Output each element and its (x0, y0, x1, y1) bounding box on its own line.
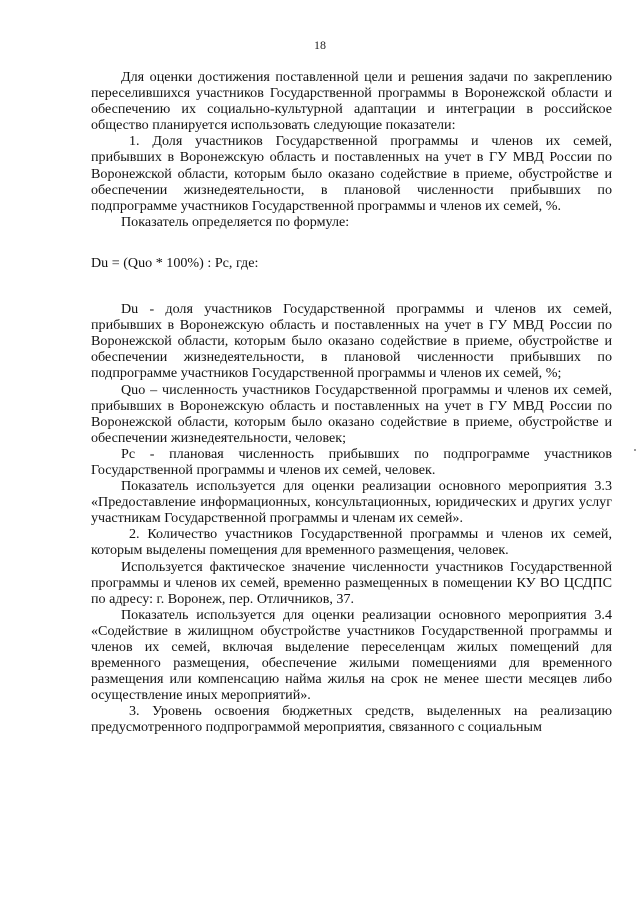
paragraph-indicator-1: 1. Доля участников Государственной программы и членов их семей, прибывших в Воронежскую область и поставленных на учет в ГУ МВД России по Воронежской области, которым было оказано содействие в приеме, обустройстве и обеспечении жизнедеятельности, в плановой численности прибывших по подпрограмме участников Государственной программы и членов их семей, %. (91, 133, 612, 214)
paragraph-intro: Для оценки достижения поставленной цели и решения задачи по закреплению переселившихся участников Государственной программы в Воронежской области и обеспечению их социально-культурной адаптации и интеграции в российское общество планируется использовать следующие показатели: (91, 69, 612, 134)
document-body (91, 69, 612, 736)
paragraph-indicator-2: 2. Количество участников Государственной программы и членов их семей, которым выделены помещения для временного размещения, человек. (91, 526, 612, 559)
paragraph-pc-definition: Pc - плановая численность прибывших по подпрограмме участников Государственной программы и членов их семей, человек. (91, 445, 612, 478)
paragraph-usage-3-4: Показатель используется для оценки реализации основного мероприятия 3.4 «Содействие в жилищном обустройстве участников Государственной программы и членов их семей, включая выделение переселенцам жилых помещений для временного размещения, обеспечение жилыми помещениями для временного размещения или компенсацию найма жилья на срок не менее шести месяцев либо осуществление иных мероприятий». (91, 606, 612, 704)
paragraph-usage-3-3: Показатель используется для оценки реализации основного мероприятия 3.3 «Предоставление информационных, консультационных, юридических и других услуг участникам Государственной программы и членам их семей». (91, 478, 612, 527)
paragraph-indicator-3: 3. Уровень освоения бюджетных средств, выделенных на реализацию предусмотренного подпрограммой мероприятия, связанного с социальным (91, 703, 612, 736)
scan-speck (634, 449, 636, 451)
paragraph-actual-value: Используется фактическое значение численности участников Государственной программы и членов их семей, временно размещенных в помещении КУ ВО ЦСДПС по адресу: г. Воронеж, пер. Отличников, 37. (91, 558, 612, 607)
formula: Du = (Quo * 100%) : Pc, где: (91, 254, 259, 271)
paragraph-du-definition: Du - доля участников Государственной программы и членов их семей, прибывших в Воронежскую область и поставленных на учет в ГУ МВД России по Воронежской области, которым было оказано содействие в приеме, обустройстве и обеспечении жизнедеятельности, в плановой численности прибывших по подпрограмме участников Государственной программы и членов их семей, %; (91, 301, 612, 382)
paragraph-quo-definition: Quo – численность участников Государственной программы и членов их семей, прибывших в Воронежскую область и поставленных на учет в ГУ МВД России по Воронежской области, которым было оказано содействие в приеме, обустройстве и обеспечении жизнедеятельности, человек; (91, 381, 612, 446)
page-number: 18 (314, 38, 326, 52)
paragraph-formula-intro: Показатель определяется по формуле: (121, 213, 350, 230)
